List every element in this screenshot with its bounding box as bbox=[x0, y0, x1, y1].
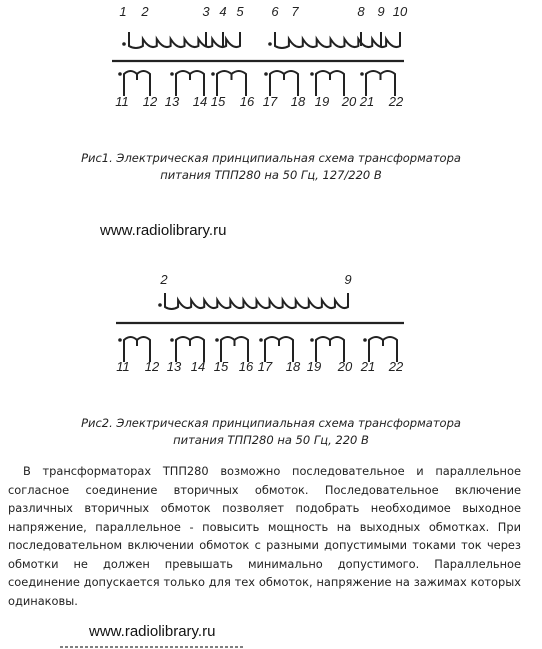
primary-winding-dot bbox=[158, 303, 162, 307]
pin-label-7: 7 bbox=[291, 4, 299, 19]
secondary-winding-5-dot bbox=[310, 338, 314, 342]
secondary-winding-1 bbox=[124, 71, 150, 96]
pin-label-16: 16 bbox=[238, 359, 254, 374]
pin-label-4: 4 bbox=[219, 4, 227, 19]
secondary-winding-5-dot bbox=[310, 72, 314, 76]
pin-label-9: 9 bbox=[344, 272, 352, 287]
figure-2-caption bbox=[0, 415, 542, 449]
pin-label-13: 13 bbox=[166, 359, 182, 374]
pin-label-18: 18 bbox=[285, 359, 301, 374]
pin-label-15: 15 bbox=[210, 94, 226, 109]
pin-label-18: 18 bbox=[290, 94, 306, 109]
pin-label-12: 12 bbox=[142, 94, 158, 109]
secondary-winding-6 bbox=[366, 71, 395, 96]
primary-winding bbox=[165, 293, 348, 309]
pin-label-6: 6 bbox=[271, 4, 279, 19]
pin-label-15: 15 bbox=[213, 359, 229, 374]
secondary-winding-1-dot bbox=[118, 338, 122, 342]
pin-label-2: 2 bbox=[160, 272, 168, 287]
pin-label-21: 21 bbox=[360, 359, 376, 374]
secondary-winding-4-dot bbox=[264, 72, 268, 76]
body-paragraph: В трансформаторах ТПП280 возможно последовательное и параллельное согласное соединение вторичных обмоток. Последовательное включение различных вторичных обмоток позволяет подобрать необходимое выходное напряжение, параллельное - повысить мощность на выходных обмотках. При последовательном включении обмоток с разными допустимыми токами ток через обмотки не должен превышать минимально допустимого. Параллельное соединение допускается только для тех обмоток, напряжение на зажимах которых одинаковы. bbox=[8, 464, 521, 608]
pin-label-16: 16 bbox=[239, 94, 255, 109]
pin-label-19: 19 bbox=[306, 359, 322, 374]
pin-label-12: 12 bbox=[144, 359, 160, 374]
pin-label-5: 5 bbox=[236, 4, 244, 19]
pin-label-1: 1 bbox=[119, 4, 127, 19]
secondary-winding-2 bbox=[176, 71, 204, 96]
pin-label-17: 17 bbox=[262, 94, 278, 109]
primary-winding-right-dot bbox=[268, 42, 272, 46]
pin-label-9: 9 bbox=[377, 4, 385, 19]
pin-label-19: 19 bbox=[314, 94, 330, 109]
figure-2-caption-line1: Рис2. Электрическая принципиальная схема трансформатора bbox=[81, 416, 461, 430]
pin-label-14: 14 bbox=[192, 94, 208, 109]
transformer-diagram-1 bbox=[0, 0, 542, 112]
secondary-winding-2-dot bbox=[170, 338, 174, 342]
secondary-winding-3-dot bbox=[211, 72, 215, 76]
pin-label-17: 17 bbox=[257, 359, 273, 374]
figure-1-caption-line2: питания ТПП280 на 50 Гц, 127/220 В bbox=[160, 168, 382, 182]
watermark-url-bottom: www.radiolibrary.ru bbox=[89, 623, 216, 640]
secondary-winding-5 bbox=[316, 71, 344, 96]
secondary-winding-2-dot bbox=[170, 72, 174, 76]
pin-label-8: 8 bbox=[357, 4, 365, 19]
pin-label-3: 3 bbox=[202, 4, 210, 19]
pin-label-20: 20 bbox=[337, 359, 353, 374]
schematic-1 bbox=[0, 0, 542, 112]
secondary-winding-1-dot bbox=[118, 72, 122, 76]
schematic-2 bbox=[0, 264, 542, 382]
watermark-url: www.radiolibrary.ru bbox=[100, 222, 227, 239]
cut-off-text-line bbox=[60, 641, 250, 649]
pin-label-21: 21 bbox=[359, 94, 375, 109]
pin-label-2: 2 bbox=[141, 4, 149, 19]
figure-2-caption-line2: питания ТПП280 на 50 Гц, 220 В bbox=[173, 433, 369, 447]
pin-label-22: 22 bbox=[388, 359, 404, 374]
pin-label-20: 20 bbox=[341, 94, 357, 109]
secondary-winding-4 bbox=[270, 71, 298, 96]
secondary-winding-6-dot bbox=[363, 338, 367, 342]
secondary-winding-4-dot bbox=[259, 338, 263, 342]
pin-label-13: 13 bbox=[164, 94, 180, 109]
pin-label-14: 14 bbox=[190, 359, 206, 374]
transformer-diagram-2 bbox=[0, 264, 542, 382]
secondary-winding-6-dot bbox=[360, 72, 364, 76]
primary-winding-left-dot bbox=[122, 42, 126, 46]
pin-label-11: 11 bbox=[115, 94, 129, 109]
secondary-winding-3-dot bbox=[215, 338, 219, 342]
pin-label-10: 10 bbox=[392, 4, 408, 19]
figure-1-caption bbox=[0, 150, 542, 184]
figure-1-caption-line1: Рис1. Электрическая принципиальная схема трансформатора bbox=[81, 151, 461, 165]
pin-label-11: 11 bbox=[116, 359, 130, 374]
secondary-winding-3 bbox=[217, 71, 246, 96]
pin-label-22: 22 bbox=[388, 94, 404, 109]
